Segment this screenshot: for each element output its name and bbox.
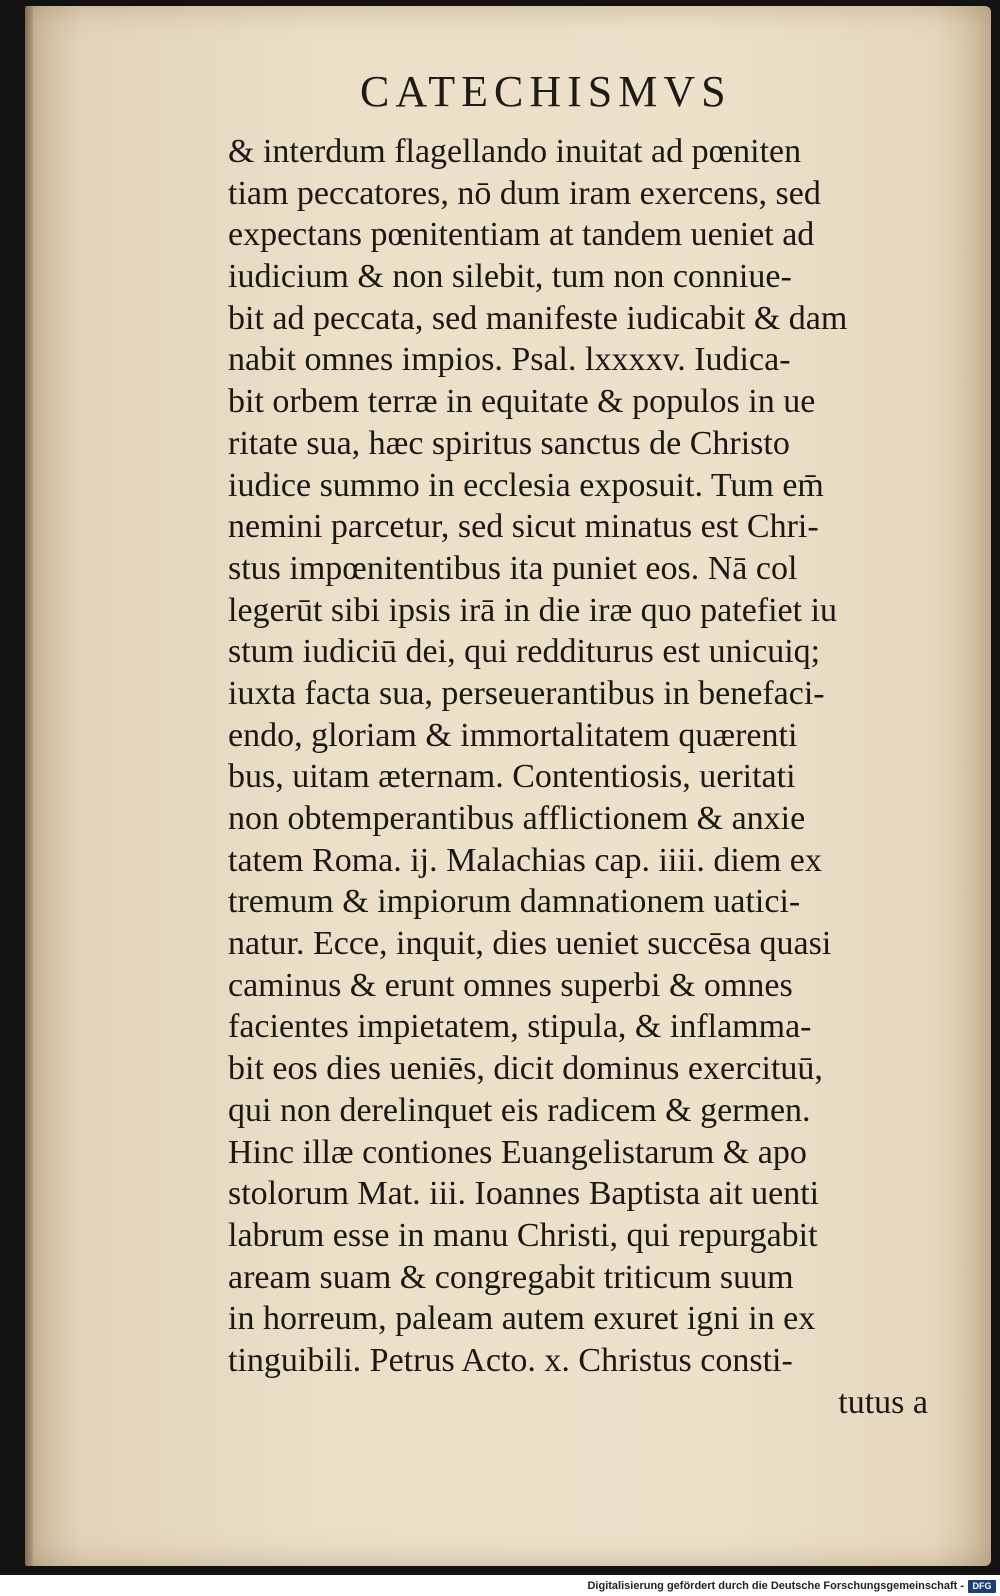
text-line: aream suam & congregabit triticum suum bbox=[228, 1258, 794, 1296]
text-line: facientes impietatem, stipula, & inflamma- bbox=[228, 1008, 812, 1046]
running-head: CATECHISMVS bbox=[360, 67, 732, 116]
text-line: Hinc illæ contiones Euangelistarum & apo bbox=[228, 1133, 807, 1171]
text-line: caminus & erunt omnes superbi & omnes bbox=[228, 966, 793, 1004]
text-line: labrum esse in manu Christi, qui repurgabit bbox=[228, 1216, 818, 1254]
text-line: nabit omnes impios. Psal. lxxxxv. Iudica- bbox=[228, 341, 791, 379]
text-line: ritate sua, hæc spiritus sanctus de Christo bbox=[228, 424, 790, 462]
body-text bbox=[228, 131, 948, 1423]
catchword: tutus a bbox=[838, 1383, 928, 1421]
text-line: iudicium & non silebit, tum non conniue- bbox=[228, 258, 792, 296]
text-line: iudice summo in ecclesia exposuit. Tum em̄ bbox=[228, 466, 824, 504]
page-gutter-shadow bbox=[25, 6, 33, 1566]
text-line: natur. Ecce, inquit, dies ueniet succēsa quasi bbox=[228, 925, 832, 963]
text-line: tiam peccatores, nō dum iram exercens, sed bbox=[228, 174, 821, 212]
footer-credit: Digitalisierung gefördert durch die Deutsche Forschungsgemeinschaft - bbox=[587, 1580, 964, 1592]
text-line: bus, uitam æternam. Contentiosis, ueritati bbox=[228, 758, 796, 796]
dfg-logo: DFG bbox=[968, 1580, 996, 1593]
text-line: endo, gloriam & immortalitatem quærenti bbox=[228, 716, 798, 754]
text-line: stus impœnitentibus ita puniet eos. Nā col bbox=[228, 549, 798, 587]
text-line: non obtemperantibus afflictionem & anxie bbox=[228, 800, 806, 837]
text-line: bit eos dies ueniēs, dicit dominus exercituū, bbox=[228, 1050, 823, 1088]
text-line: iuxta facta sua, perseuerantibus in benefaci- bbox=[228, 674, 825, 712]
text-line: nemini parcetur, sed sicut minatus est Chri- bbox=[228, 508, 819, 546]
footer-bar bbox=[0, 1578, 1000, 1596]
text-line: stum iudiciū dei, qui redditurus est unicuiq; bbox=[228, 633, 821, 671]
text-line: tatem Roma. ij. Malachias cap. iiii. diem ex bbox=[228, 841, 822, 879]
text-line: in horreum, paleam autem exuret igni in ex bbox=[228, 1300, 816, 1338]
text-line: expectans pœnitentiam at tandem ueniet ad bbox=[228, 216, 815, 254]
text-line: tremum & impiorum damnationem uatici- bbox=[228, 883, 801, 921]
text-line: stolorum Mat. iii. Ioannes Baptista ait uenti bbox=[228, 1175, 820, 1213]
text-line: legerūt sibi ipsis irā in die iræ quo patefiet iu bbox=[228, 591, 838, 629]
text-line: & interdum flagellando inuitat ad pœniten bbox=[228, 133, 802, 170]
text-line: qui non derelinquet eis radicem & germen. bbox=[228, 1091, 811, 1129]
text-line: bit ad peccata, sed manifeste iudicabit & dam bbox=[228, 299, 848, 337]
text-line: bit orbem terræ in equitate & populos in ue bbox=[228, 383, 816, 421]
text-line: tinguibili. Petrus Acto. x. Christus consti- bbox=[228, 1341, 793, 1379]
